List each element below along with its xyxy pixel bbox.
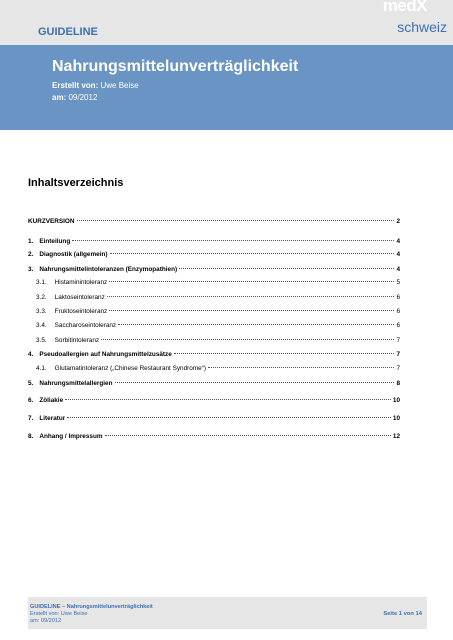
toc-entry-title: Zöliakie: [39, 397, 64, 404]
toc-entry-title: Saccharoseintoleranz: [54, 322, 117, 329]
toc-entry[interactable]: [36, 306, 400, 317]
toc-dot-leader: [110, 253, 395, 254]
toc-dot-leader: [67, 417, 391, 418]
toc-entry-number: 2.: [28, 251, 34, 258]
toc-dot-leader: [107, 296, 395, 297]
toc-entry-number: 7.: [28, 415, 34, 422]
toc-entry-page: 2: [396, 218, 400, 225]
toc-entry-number: 3.4.: [36, 322, 47, 329]
toc-entry-title: Anhang / Impressum: [39, 433, 103, 440]
logo-wordmark: medX: [382, 0, 427, 15]
toc-entry-title: Einteilung: [39, 238, 71, 245]
toc-entry-title: Histaminintoleranz: [54, 279, 108, 286]
toc-entry-title: KURZVERSION: [28, 218, 75, 225]
toc-entry-page: 4: [396, 266, 400, 273]
logo-schweiz: schweiz: [397, 19, 447, 35]
toc-entry-page: 12: [392, 433, 400, 440]
document-title: Nahrungsmittelunverträglichkeit: [52, 58, 299, 75]
toc-entry-number: 5.: [28, 380, 34, 387]
toc-entry-title: Pseudoallergien auf Nahrungsmittelzusätze: [39, 351, 172, 358]
toc-dot-leader: [101, 339, 394, 340]
toc-entry-page: 6: [396, 294, 400, 301]
toc-entry[interactable]: [28, 349, 400, 360]
toc-dot-leader: [118, 324, 394, 325]
toc-entry-number: 4.: [28, 351, 34, 358]
toc-entry[interactable]: [36, 320, 400, 331]
toc-entry-title: Glutamatintoleranz („Chinese Restaurant Syndrome“): [54, 365, 206, 372]
toc-dot-leader: [174, 353, 395, 354]
guideline-label: GUIDELINE: [38, 26, 98, 38]
toc-entry-number: 3.3.: [36, 308, 47, 315]
toc-entry-number: 3.5.: [36, 337, 47, 344]
toc-entry-page: 10: [392, 415, 400, 422]
toc-entry[interactable]: [28, 395, 400, 406]
footer-page-number: Seite 1 von 14: [383, 611, 422, 617]
medix-logo: [351, 0, 447, 42]
toc-entry[interactable]: [28, 264, 400, 275]
toc-dot-leader: [105, 435, 391, 436]
toc-entry[interactable]: [36, 335, 400, 346]
toc-entry-page: 7: [396, 337, 400, 344]
toc-entry-page: 7: [396, 365, 400, 372]
toc-entry-title: Diagnostik (allgemein): [39, 251, 108, 258]
toc-entry-title: Sorbitintoleranz: [54, 337, 100, 344]
toc-entry-title: Nahrungsmittelintoleranzen (Enzymopathien): [39, 266, 178, 273]
toc-entry-number: 3.2.: [36, 294, 47, 301]
toc-entry[interactable]: [28, 431, 400, 442]
toc-entry-number: 1.: [28, 238, 34, 245]
toc-entry-page: 5: [396, 279, 400, 286]
toc-entry-number: 4.1.: [36, 365, 47, 372]
toc-dot-leader: [208, 367, 394, 368]
toc-dot-leader: [109, 310, 394, 311]
toc-dot-leader: [179, 268, 394, 269]
toc-entry-title: Fruktoseintoleranz: [54, 308, 108, 315]
toc-heading: Inhaltsverzeichnis: [28, 177, 124, 189]
toc-entry-page: 6: [396, 308, 400, 315]
toc-entry-number: 3.: [28, 266, 34, 273]
toc-dot-leader: [72, 240, 394, 241]
toc-entry[interactable]: [36, 292, 400, 303]
toc-entry[interactable]: [28, 216, 400, 227]
toc-entry[interactable]: [28, 236, 400, 247]
toc-entry[interactable]: [28, 413, 400, 424]
toc-entry-number: 8.: [28, 433, 34, 440]
toc-entry-title: Nahrungsmittelallergien: [39, 380, 113, 387]
toc-entry-page: 6: [396, 322, 400, 329]
toc-entry-number: 6.: [28, 397, 34, 404]
toc-entry[interactable]: [36, 277, 400, 288]
footer-date: am: 09/2012: [30, 618, 62, 624]
toc-dot-leader: [115, 382, 395, 383]
footer-created-by: Erstellt von: Uwe Beise: [30, 611, 88, 617]
date-line: am: 09/2012: [52, 93, 98, 102]
toc-entry-title: Laktoseintoleranz: [54, 294, 105, 301]
toc-dot-leader: [109, 281, 394, 282]
toc-entry-page: 4: [396, 238, 400, 245]
toc-entry-page: 8: [396, 380, 400, 387]
toc-entry[interactable]: [28, 249, 400, 260]
toc-entry-page: 7: [396, 351, 400, 358]
toc-entry-number: 3.1.: [36, 279, 47, 286]
toc-dot-leader: [65, 399, 391, 400]
toc-dot-leader: [77, 220, 395, 221]
page-footer: [28, 597, 427, 629]
toc-entry-page: 10: [392, 397, 400, 404]
footer-title: GUIDELINE – Nahrungsmittelunverträglichkeit: [30, 604, 153, 610]
toc-entry[interactable]: [28, 378, 400, 389]
toc-entry-page: 4: [396, 251, 400, 258]
toc-entry-title: Literatur: [39, 415, 66, 422]
title-band: [0, 45, 453, 130]
created-by-line: Erstellt von: Uwe Beise: [52, 81, 139, 90]
toc-entry[interactable]: [36, 363, 400, 374]
